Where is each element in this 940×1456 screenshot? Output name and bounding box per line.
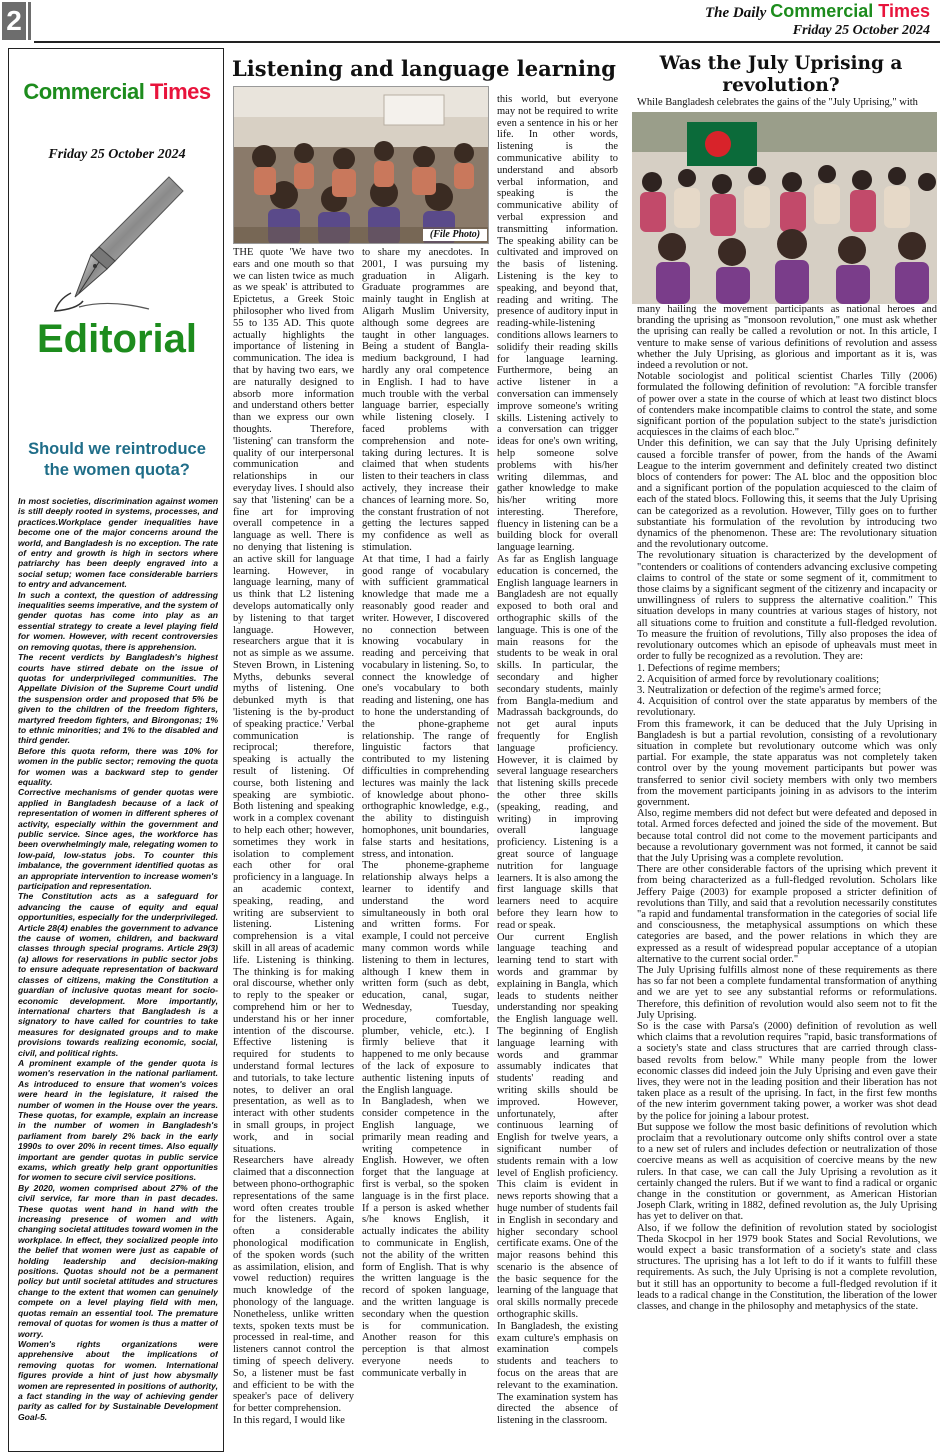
list-item: 3. Neutralization or defection of the regime's armed force; <box>637 684 882 696</box>
editorial-paragraph: The recent verdicts by Bangladesh's highest courts have stirred debate on the issue of quotas for underprivileged communities. The Appellate Division of the Supreme Court undid the suspension order and proposed that 5% be given to the children of the freedom fighters, martyred freedom fighters, and Birongonas; 1% to ethnic minorities; and 1% to the disabled and third gender. <box>18 652 218 746</box>
article-paragraph: From this framework, it can be deduced that the July Uprising in Bangladesh is but a partial revolution, consisting of a revolutionary situation in complete but revolutionary outcome which was only partial. For example, the state apparatus was not completely taken control over by the young movement participants but power was transferred to senior civil society members with only two members from the movement participants joining in as advisors to the interim government. <box>637 718 937 808</box>
article-paragraph: many hailing the movement participants as national heroes and branding the uprising as "monsoon revolution," one must ask whether the uprising can really be called a revolution or not. In this article, I venture to make sense of various definitions of revolution and assess whether the July Uprising, as glorious and important as it is, was indeed a revolution or not. <box>637 304 937 372</box>
masthead-prefix: The Daily <box>704 5 767 21</box>
masthead-name <box>770 1 930 21</box>
header-date: Friday 25 October 2024 <box>792 23 930 38</box>
article-paragraph: In Bangladesh, when we consider competence in the English language, we primarily mean reading and writing competence in English. However, we often forget that the language at first is verbal, so the spoken language is in the first place. If a person is asked whether s/he knows English, it actually indicates the ability to communicate in English, not the ability of the written form of English. That is why the written language is the record of spoken language, and the written language is secondary when the question is for communication. Another reason for this perception is that almost everyone needs to communicate verbally in <box>362 1096 489 1379</box>
listening-column-3 <box>497 94 618 1447</box>
page-number-bar <box>28 2 31 40</box>
article-paragraph: In this regard, I would like <box>233 1414 345 1426</box>
editorial-masthead-a: Commercial <box>23 79 145 104</box>
header-rule <box>34 41 940 43</box>
editorial-paragraph: In such a context, the question of addressing inequalities seems imperative, and the system of gender quotas has come into play as an essential strategy to create a level playing field for women. However, with recent controversies on removing quotas, there is apprehension. <box>18 589 218 652</box>
listening-column-2 <box>362 247 489 1447</box>
editorial-masthead-b: Times <box>149 79 211 104</box>
article-paragraph: There are other considerable factors of the uprising which prevent it from being characterized as a full-fledged revolution. Scholars like Jeffery Paige (2003) for example proposed a stricter definition of revolutions than Tilly, and said that a revolution necessarily constitutes "a rapid and fundamental transformation in the categories of social life and consciousness, the metaphysical assumptions on which these categories are based, and the power relations in which they are expressed as a result of widespread popular acceptance of a utopian alternative to the current social order." <box>637 864 937 965</box>
listening-article-title: Listening and language learning <box>232 56 616 81</box>
article-paragraph: The phoneme-grapheme relationship always helps a learner to identify and understand the word simultaneously in both oral and written forms. For example, I could not perceive many common words while listening to them in lectures, although I knew them in written form (such as debt, education, canal, sugar, Wednesday, Tuesday, procedure, comfortable, plumber, vehicle, etc.). I firmly believe that it happened to me only because of the lack of exposure to authentic listening inputs of the English language. <box>362 860 489 1096</box>
photo-caption: (File Photo) <box>423 229 487 241</box>
editorial-paragraph: The Constitution acts as a safeguard for advancing the cause of equity and equal opportunities, especially for the underprivileged. Article 28(4) enables the government to advance the cause of women, children, and backward classes through special programs. Article 29(3)(a) allows for reservations in public sector jobs to ensure adequate representation of backward classes of citizens, making the Constitution a guardian of inclusive quotas meant for socio-economic development. More importantly, international charters that Bangladesh is a signatory to have called for countries to take measures for designated groups and to make provisions towards realizing economic, social, civil, and political rights. <box>18 891 218 1058</box>
masthead-name-b: Times <box>878 1 930 21</box>
article-paragraph: The revolutionary situation is characterized by the development of "contenders or coalitions of contenders advancing exclusive competing claims to control of the state or some segment of it, commitment to those claims by a significant segment of the citizenry and incapacity or unwillingness of rulers to suppress the alternative coalition." This situation develops in many countries at various stages of history, not all situations come to fruition and constitute a full-fledged revolution. To measure the fruition of revolutions, Tilly also proposes the idea of revolutionary outcomes which an episode of upheavals must meet in order to fully be recognized as a revolution. They are: <box>637 550 937 663</box>
page-header <box>0 0 940 42</box>
article-paragraph: Under this definition, we can say that the July Uprising definitely caused a forcible transfer of power, from the hands of the Awami League to the interim government and definitely created two distinct blocs of contenders for power: The AL bloc and the opposition bloc and a significant portion of the population acquiesced to the claim of each of the stated blocs. Following this, it seems that the July Uprising can be categorized as a revolution. However, Tilly goes on to further substantiate his formulation of the revolution by introducing two dynamics of the phenomenon. These are: The revolutionary situation and the revolutionary outcome. <box>637 438 937 551</box>
article-paragraph: At that time, I had a fairly good range of vocabulary with sufficient grammatical knowledge that made me a reasonably good reader and writer. However, I discovered no connection between knowing vocabulary in reading and perceiving that vocabulary in listening. So, to connect the knowledge of one's vocabulary to both reading and listening, one has to hone the understanding of the phone-grapheme relationship. The range of linguistic factors that contributed to my listening difficulties in comprehending lectures was mainly the lack of knowledge about phono-orthographic knowledge, e.g., the ability to distinguish homophones, unit boundaries, false starts and hesitations, stress, and intonation. <box>362 553 489 860</box>
article-paragraph: Our current English language teaching and learning tend to start with words and grammar by explaining in Bangla, which leads to students neither understanding nor speaking the English language well. The beginning of English language learning with words and grammar assumably indicates that students' reading and writing skills should be improved. However, unfortunately, after continuous learning of English for twelve years, a significant number of students remain with a low level of English proficiency. This claim is evident in news reports showing that a huge number of students fail in English in secondary and higher secondary school certificate exams. One of the major reasons behind this scenario is the absence of the basic sequence for the learning of the language that oral skills normally precede orthographic skills. <box>497 931 618 1321</box>
article-paragraph: In Bangladesh, the existing exam culture's emphasis on examination compels students and teachers to focus on the areas that are relevant to the examination. The examination system has directed the absence of listening in the classroom. <box>497 1320 618 1427</box>
masthead <box>705 1 930 22</box>
protest-photo <box>632 112 937 304</box>
page-number: 2 <box>2 2 26 40</box>
classroom-photo <box>233 86 489 244</box>
article-paragraph: But suppose we follow the most basic definitions of revolution which proclaim that a revolutionary outcome only shifts control over a state to a new set of rulers and includes defection or neutralization of those coercive means as well as acquisition of coercive means by the new rulers. In that case, we can call the July Uprising a revolution as it certainly changed the rulers. But if we want to find a radical or organic change in the constitution or government, as American Historian Joseph Clark, writing in 1882, defined revolution as, the July Uprising has yet to deliver on that. <box>637 1121 937 1223</box>
editorial-headline: Should we reintroduce the women quota? <box>28 440 206 479</box>
editorial-paragraph: In most societies, discrimination against women is still deeply rooted in systems, processes, and practices.Workplace gender inequalities have become one of the major concerns around the world, and Bangladesh is no exception. The rate of entry and growth is high in sectors where patriarchy has been deeply engraved into a social setup; women face considerable barriers to entry and advancement. <box>18 496 218 590</box>
editorial-label: Editorial <box>36 317 198 361</box>
list-item: 4. Acquisition of control over the state apparatus by members of the revolutionary. <box>637 696 937 719</box>
article-paragraph: to share my anecdotes. In 2001, I was pursuing my graduation in Aligarh. Graduate programmes are mainly taught in English at Aligarh Muslim University, although some degrees are taught in other languages. Being a student of Bangla-medium background, I had hardly any oral competence in English. I had to have much trouble with the verbal language barrier, especially while listening closely. I faced problems with comprehension and note-taking during lectures. It is claimed that when students listen to their teachers in class actively, they increase their chances of learning more. So, the constant frustration of not getting the lectures sapped my confidence as well as stimulation. <box>362 247 489 553</box>
uprising-intro: While Bangladesh celebrates the gains of the "July Uprising," with <box>637 97 918 108</box>
editorial-masthead <box>9 79 225 105</box>
fountain-pen-icon <box>49 169 189 324</box>
article-paragraph: Notable sociologist and political scientist Charles Tilly (2006) formulated the following definition of revolution: "A forcible transfer of power over a state in the course of which at least two distinct blocs of contenders make incompatible claims to control the state, and some significant portion of the population subject to the state's jurisdiction acquiesces in the claims of each bloc." <box>637 371 937 439</box>
listening-column-1 <box>233 247 354 1447</box>
article-paragraph: So is the case with Parsa's (2000) definition of revolution as well which claims that a revolution requires "rapid, basic transformations of a society's state and class structures that are carried through class-based revolts from below." While many people from the lower economic classes did indeed join the July Uprising and even gave their lives, they were not in the leading position and their liberation has not taken place as a result of the uprising. In fact, in the first few months of the new interim government taking power, a worker was shot dead by the police for joining a labour protest. <box>637 1021 937 1122</box>
article-paragraph: THE quote 'We have two ears and one mouth so that we can listen twice as much as we speak' is attributed to Epictetus, a Greek Stoic philosopher who lived from 55 to 135 AD. This quote actually highlights the importance of listening in communication. The idea is that by having two ears, we are naturally designed to absorb more information and understand others better than we express our own thoughts. Therefore, 'listening' can transform the quality of our interpersonal communication and relationships in our everyday lives. I should also say that 'listening' can be a fine art for improving overall competence in a language as well. There is no denying that listening is an active skill for language learning. However, in language learning, many of us think that L2 listening develops automatically only by listening to that target language. However, researchers argue that it is not as simple as we assume. Steven Brown, in Listening Myths, debunks several myths of listening. One debunked myth is that 'listening is the by-product of speaking practice.' Verbal communication is reciprocal; therefore, speaking is actually the result of listening. Of course, both listening and speaking are symbiotic. Both listening and speaking work in a complex covenant to help each other; however, sometimes they work in isolation to complement each other for oral proficiency in a language. In an academic context, speaking, reading, and writing are subservient to listening. Listening comprehension is a vital skill in all areas of academic life. Listening is thinking. The thinking is for making oral discourse, whether only to reply to the speaker or comprehend him or her to understand his or her inner intention of the discourse. Effective listening is required for students to understand formal lectures and tutorials, to take lecture notes, to deliver an oral presentation, as well as to interact with other students in small groups, in project work, and in social situations. <box>233 247 354 1155</box>
editorial-date: Friday 25 October 2024 <box>48 147 186 162</box>
list-item: 1. Defections of regime members; <box>637 662 781 674</box>
editorial-paragraph: Women's rights organizations were apprehensive about the implications of removing quotas for women. International figures provide a hint of just how abysmally women are represented in positions of authority, a fact standing in the way of achieving gender parity as called for by Sustainable Development Goal-5. <box>18 1338 218 1422</box>
masthead-name-a: Commercial <box>770 1 874 21</box>
editorial-body <box>18 496 218 1446</box>
article-paragraph: As far as English language education is concerned, the English language learners in Bangladesh are not equally exposed to both oral and orthographic skills of the language. This is one of the main reasons for the students to be weak in oral skills. In particular, the secondary and higher secondary students, mainly from Bangla-medium and Madrassah backgrounds, do not get aural inputs frequently for English language proficiency. However, it is claimed by several language researchers that listening skills precede the other three skills (speaking, reading, and writing) in improving overall language proficiency. Listening is a great source of language nutrition for language learners. It is also among the first language skills that learners need to acquire before they learn how to read or speak. <box>497 554 618 931</box>
editorial-paragraph: By 2020, women comprised about 27% of the civil service, far more than in past decades. These quotas went hand in hand with the increasing presence of women and with changing societal attitudes toward women in the workplace. In effect, they socialized people into the belief that women were just as capable of holding leadership and decision-making positions. Quotas should not be a permanent policy but until societal attitudes and structures change to the extent that women can genuinely compete on a level playing field with men, quotas remain an essential tool. The premature removal of quotas for women is thus a matter of worry. <box>18 1182 218 1339</box>
uprising-article-title: Was the July Uprising a revolution? <box>659 53 903 96</box>
article-paragraph: The July Uprising fulfills almost none of these requirements as there has so far not been a complete fundamental transformation of anything and we are yet to see any substantial reforms or reformulations. Therefore, this definition of revolution would also seem not to fit the July Uprising. <box>637 964 937 1021</box>
uprising-body <box>637 304 937 1449</box>
list-item: 2. Acquisition of armed force by revolutionary coalitions; <box>637 673 880 685</box>
editorial-paragraph: Before this quota reform, there was 10% for women in the public sector; removing the quota for women was a backward step to gender equality. <box>18 745 218 787</box>
editorial-paragraph: A prominent example of the gender quota is women's reservation in the national parliament. As introduced to ensure that women's voices were heard in the legislature, it raised the number of women in the House over the years. These quotas, for example, explain an increase in the number of women in Bangladesh's parliament from barely 2% back in the early 1990s to over 20% in recent times. Also equally important are gender quotas in public service exams, which greatly help grant opportunities for women to secure civil service positions. <box>18 1057 218 1183</box>
article-paragraph: Also, regime members did not defect but were defeated and deposed in total. Armed forces defected and joined the side of the movement. But because total control did not come to the movement participants and because a revolutionary government was not formed, it cannot be said that the July Uprising was a complete revolution. <box>637 808 937 864</box>
article-paragraph: Also, if we follow the definition of revolution stated by sociologist Theda Skocpol in her 1979 book States and Social Revolutions, we would expect a basic transformation of a society's state and class structures. The uprising has a lot left to do if it wants to fulfill these requirements. As such, the July Uprising is not a complete revolution, but it still has an opportunity to become a full-fledged revolution if it leads to a radical change in the Constitution, the liberation of the lower classes, and change in the philosophy and metaphysics of the state. <box>637 1222 937 1313</box>
article-paragraph: this world, but everyone may not be required to write even a sentence in his or her life. In other words, listening is the communicative ability to understand and absorb verbal information, and speaking is the communicative ability of verbal expression and transmitting information. The speaking ability can be cultivated and improved on the basis of listening. Listening is the key to speaking, and beyond that, reading and writing. The presence of auditory input in reading-while-listening conditions allows learners to solidify their reading skills for language learning. Furthermore, being an active listener in a conversation can immensely improve someone's writing skills. Listening actively to a conversation can trigger ideas for one's own writing, help someone solve problems with his/her writing dilemmas, and gather knowledge to make his/her writing more interesting. Therefore, fluency in listening can be a building block for overall language learning. <box>497 94 618 554</box>
article-paragraph: Researchers have already claimed that a disconnection between phono-orthographic representations of the same word often creates trouble for the listeners. Again, often a considerable phonological modification of the spoken words (such as assimilation, elision, and vowel reduction) requires much knowledge of the phonology of the language. Nonetheless, unlike written texts, spoken texts must be processed in real-time, and listeners cannot control the timing of speech delivery. So, a listener must be fast and efficient to be with the speaker's pace of delivery for better comprehension. <box>233 1155 354 1415</box>
editorial-paragraph: Corrective mechanisms of gender quotas were applied in Bangladesh because of a lack of representation of women in different spheres of activity, especially within the government and public service. Since ages, the workforce has been overwhelmingly male, relegating women to low-paid, low-status jobs. To counter this imbalance, the government identified quotas as an appropriate intervention to increase women's participation and representation. <box>18 787 218 892</box>
editorial-box <box>8 48 224 1452</box>
